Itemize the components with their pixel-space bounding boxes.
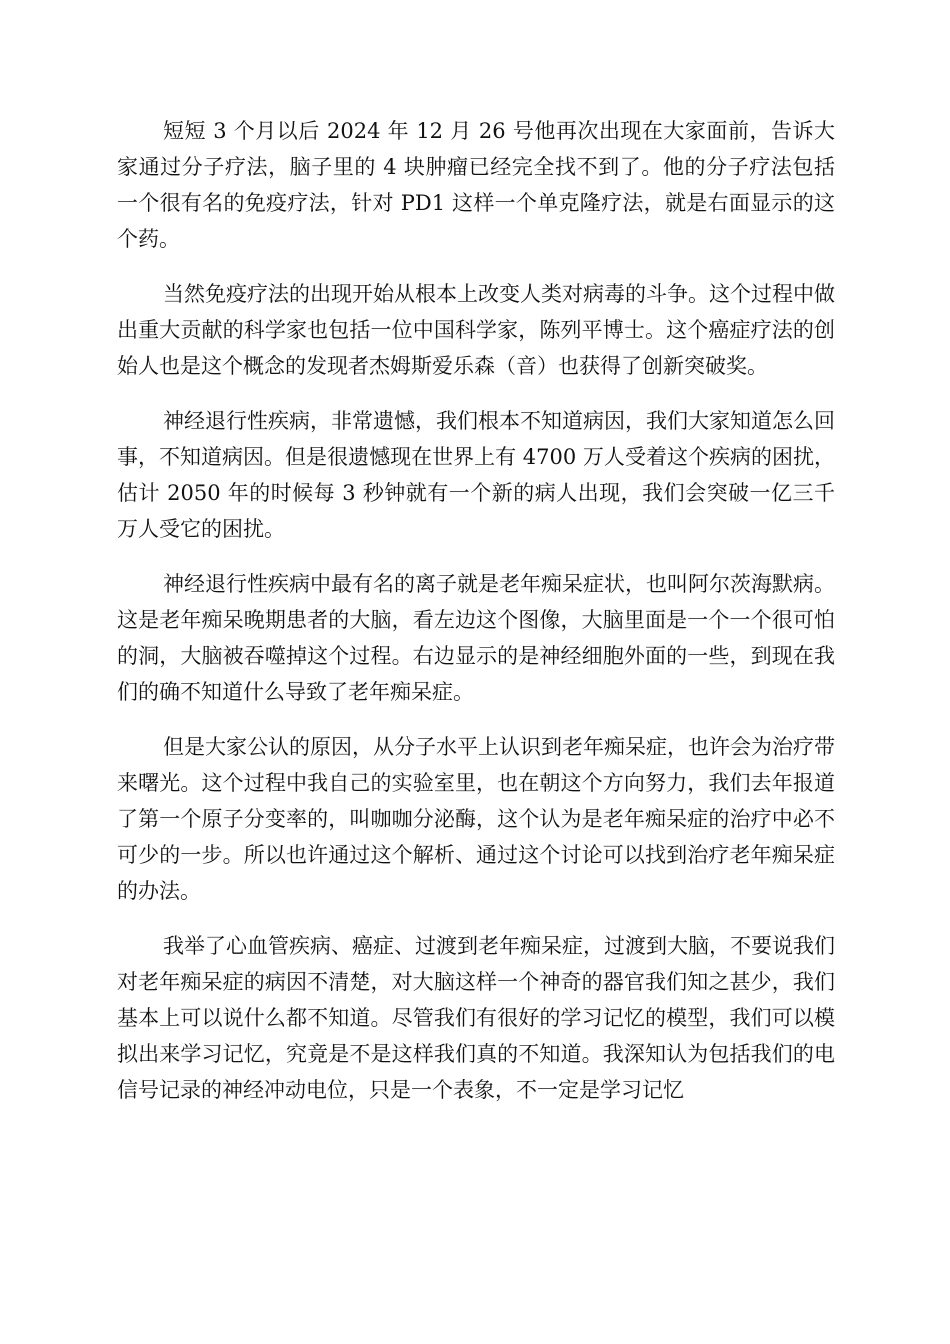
- paragraph-6: 我举了心血管疾病、癌症、过渡到老年痴呆症，过渡到大脑，不要说我们对老年痴呆症的病因不清楚，对大脑这样一个神奇的器官我们知之甚少，我们基本上可以说什么都不知道。尽管我们有很好的学习记忆的模型，我们可以模拟出来学习记忆，究竟是不是这样我们真的不知道。我深知认为包括我们的电信号记录的神经冲动电位，只是一个表象，不一定是学习记忆: [117, 934, 835, 1102]
- paragraph-4: 神经退行性疾病中最有名的离子就是老年痴呆症状，也叫阿尔茨海默病。这是老年痴呆晚期患者的大脑，看左边这个图像，大脑里面是一个一个很可怕的洞，大脑被吞噬掉这个过程。右边显示的是神经细胞外面的一些，到现在我们的确不知道什么导致了老年痴呆症。: [117, 572, 835, 704]
- document-page: [117, 113, 835, 1127]
- paragraph-5: 但是大家公认的原因，从分子水平上认识到老年痴呆症，也许会为治疗带来曙光。这个过程中我自己的实验室里，也在朝这个方向努力，我们去年报道了第一个原子分变率的，叫咖咖分泌酶，这个认为是老年痴呆症的治疗中必不可少的一步。所以也许通过这个解析、通过这个讨论可以找到治疗老年痴呆症的办法。: [117, 735, 835, 903]
- paragraph-1: 短短 3 个月以后 2024 年 12 月 26 号他再次出现在大家面前，告诉大家通过分子疗法，脑子里的 4 块肿瘤已经完全找不到了。他的分子疗法包括一个很有名的免疫疗法，针对 PD1 这样一个单克隆疗法，就是右面显示的这个药。: [117, 119, 835, 251]
- paragraph-2: 当然免疫疗法的出现开始从根本上改变人类对病毒的斗争。这个过程中做出重大贡献的科学家也包括一位中国科学家，陈列平博士。这个癌症疗法的创始人也是这个概念的发现者杰姆斯爱乐森（音）也获得了创新突破奖。: [117, 282, 835, 378]
- paragraph-3: 神经退行性疾病，非常遗憾，我们根本不知道病因，我们大家知道怎么回事，不知道病因。但是很遗憾现在世界上有 4700 万人受着这个疾病的困扰，估计 2050 年的时候每 3 秒钟就有一个新的病人出现，我们会突破一亿三千万人受它的困扰。: [117, 409, 835, 541]
